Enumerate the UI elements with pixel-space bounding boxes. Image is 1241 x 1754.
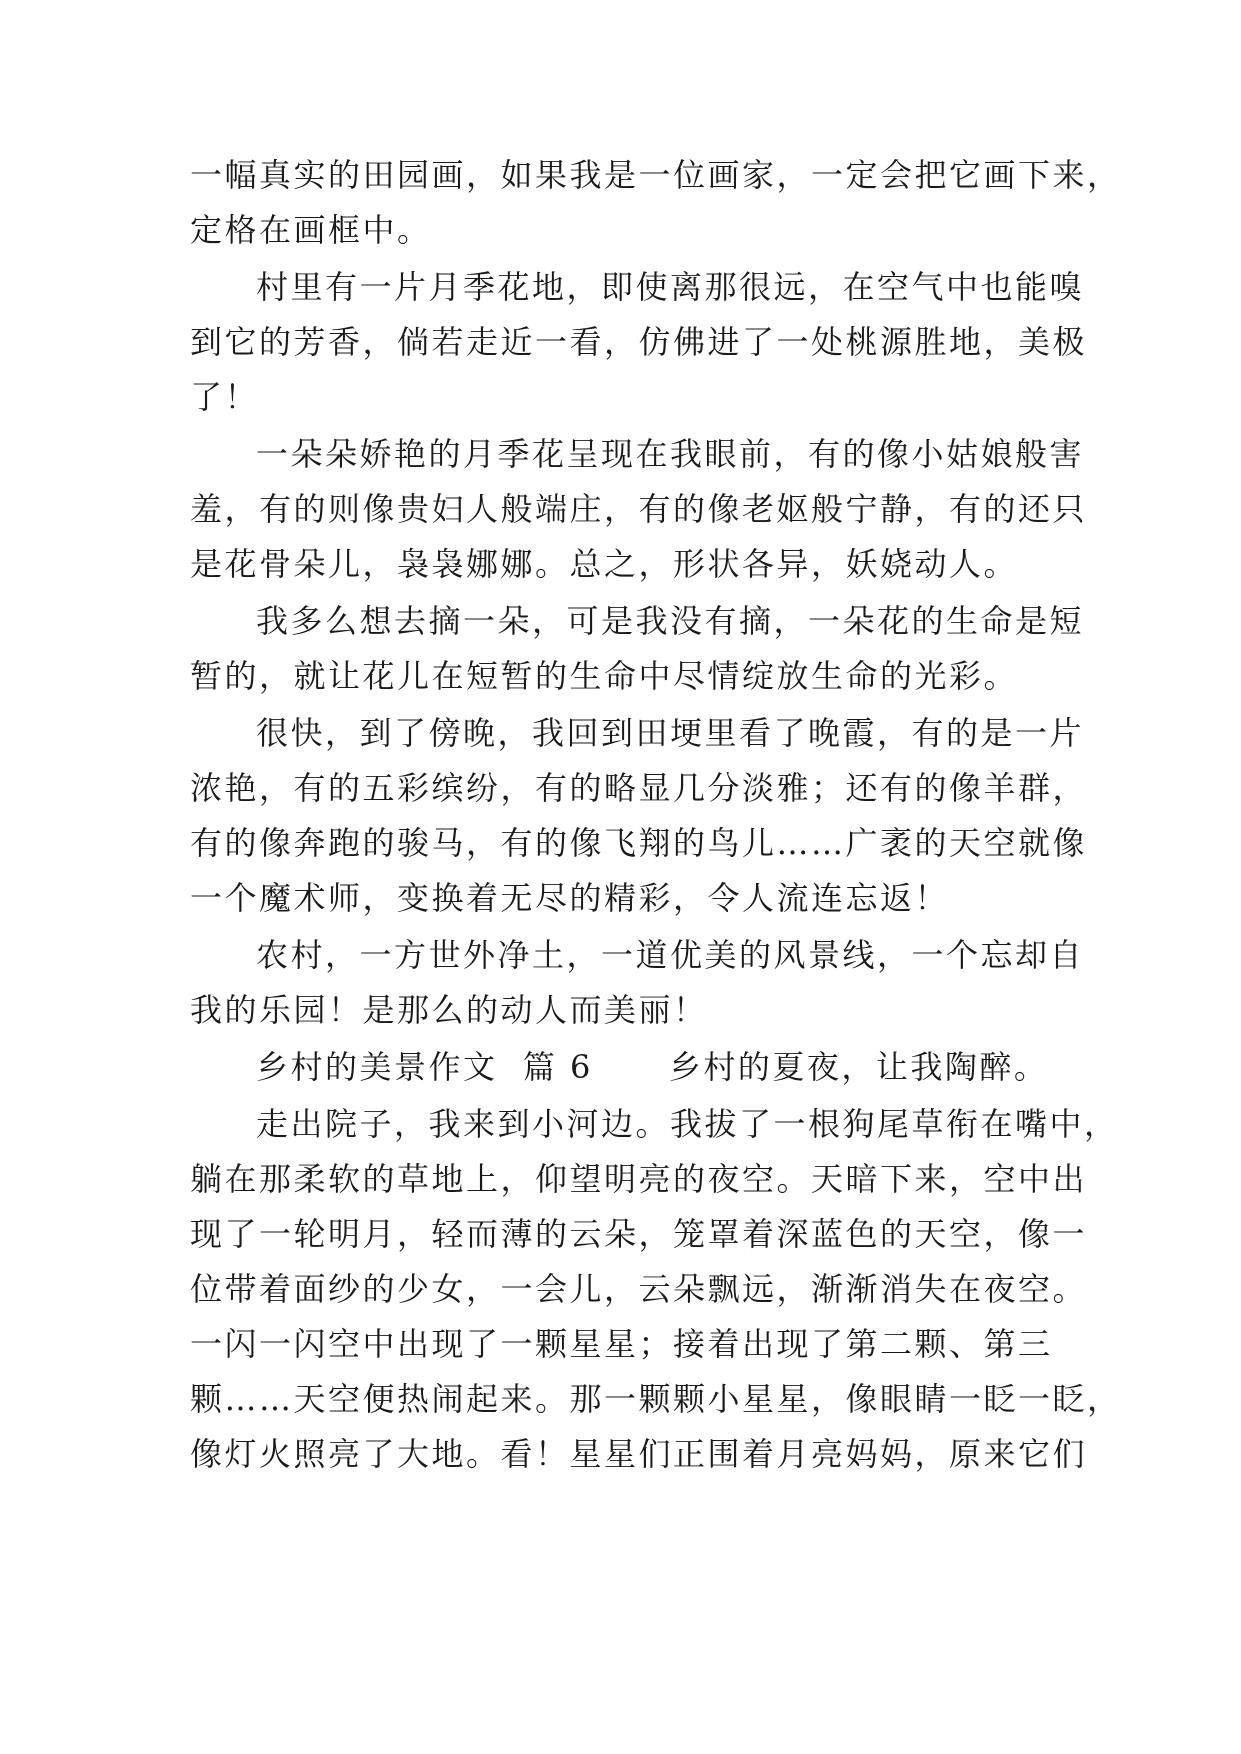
text-line: 现了一轮明月，轻而薄的云朵，笼罩着深蓝色的天空，像一: [190, 1215, 1088, 1253]
text-line: 浓艳，有的五彩缤纷，有的略显几分淡雅；还有的像羊群，: [190, 769, 1088, 807]
paragraph-line: 村里有一片月季花地，即使离那很远，在空气中也能嗅: [256, 268, 1085, 306]
text-line: 到它的芳香，倘若走近一看，仿佛进了一处桃源胜地，美极: [190, 323, 1088, 361]
text-line: 像灯火照亮了大地。看！星星们正围着月亮妈妈，原来它们: [190, 1435, 1088, 1473]
text-line: 我的乐园！是那么的动人而美丽！: [190, 991, 708, 1029]
text-line: 一幅真实的田园画，如果我是一位画家，一定会把它画下来，: [190, 156, 1122, 194]
text-line: 了！: [190, 378, 260, 416]
text-line: 一闪一闪空中出现了一颗星星；接着出现了第二颗、第三: [190, 1325, 1053, 1363]
section-heading: 乡村的美景作文 篇 6 乡村的夏夜，让我陶醉。: [256, 1048, 1049, 1086]
paragraph-line: 我多么想去摘一朵，可是我没有摘，一朵花的生命是短: [256, 602, 1085, 640]
text-line: 颗……天空便热闹起来。那一颗颗小星星，像眼睛一眨一眨，: [190, 1380, 1122, 1418]
text-line: 位带着面纱的少女，一会儿，云朵飘远，渐渐消失在夜空。: [190, 1270, 1088, 1308]
text-line: 躺在那柔软的草地上，仰望明亮的夜空。天暗下来，空中出: [190, 1160, 1088, 1198]
text-line: 暂的，就让花儿在短暂的生命中尽情绽放生命的光彩。: [190, 657, 1019, 695]
paragraph-line: 很快，到了傍晚，我回到田埂里看了晚霞，有的是一片: [256, 714, 1085, 752]
text-line: 有的像奔跑的骏马，有的像飞翔的鸟儿……广袤的天空就像: [190, 824, 1088, 862]
paragraph-line: 一朵朵娇艳的月季花呈现在我眼前，有的像小姑娘般害: [256, 435, 1085, 473]
paragraph-line: 走出院子，我来到小河边。我拔了一根狗尾草衔在嘴中，: [256, 1105, 1119, 1143]
paragraph-line: 农村，一方世外净土，一道优美的风景线，一个忘却自: [256, 936, 1085, 974]
text-line: 定格在画框中。: [190, 211, 432, 249]
text-line: 一个魔术师，变换着无尽的精彩，令人流连忘返！: [190, 879, 950, 917]
text-line: 是花骨朵儿，袅袅娜娜。总之，形状各异，妖娆动人。: [190, 545, 1019, 583]
text-line: 羞，有的则像贵妇人般端庄，有的像老妪般宁静，有的还只: [190, 490, 1088, 528]
